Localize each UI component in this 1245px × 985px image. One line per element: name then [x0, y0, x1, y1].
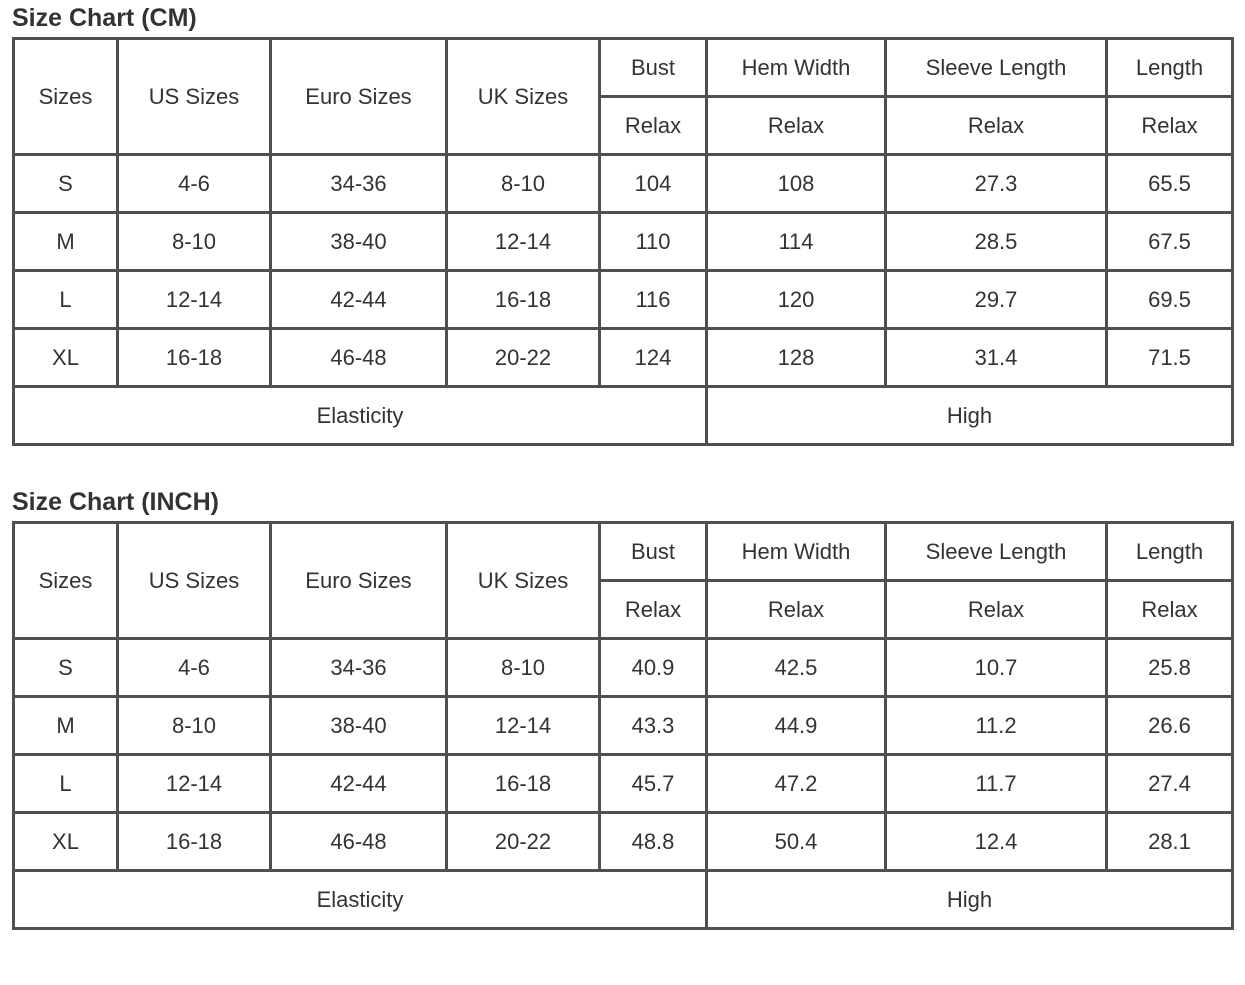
cell-hem-width: 44.9	[707, 697, 886, 755]
cell-length: 26.6	[1107, 697, 1233, 755]
cell-euro-size: 34-36	[271, 155, 447, 213]
subheader-hem-relax: Relax	[707, 97, 886, 155]
cell-size: M	[14, 697, 118, 755]
cell-length: 27.4	[1107, 755, 1233, 813]
cell-sleeve-length: 29.7	[886, 271, 1107, 329]
cell-uk-size: 16-18	[447, 271, 600, 329]
cell-euro-size: 42-44	[271, 271, 447, 329]
header-hem-width: Hem Width	[707, 523, 886, 581]
cell-euro-size: 38-40	[271, 697, 447, 755]
cell-length: 28.1	[1107, 813, 1233, 871]
header-bust: Bust	[600, 39, 707, 97]
cell-uk-size: 16-18	[447, 755, 600, 813]
cell-hem-width: 42.5	[707, 639, 886, 697]
cell-euro-size: 46-48	[271, 329, 447, 387]
cell-uk-size: 12-14	[447, 213, 600, 271]
cell-hem-width: 47.2	[707, 755, 886, 813]
elasticity-value: High	[707, 387, 1233, 445]
cell-sleeve-length: 31.4	[886, 329, 1107, 387]
cell-euro-size: 38-40	[271, 213, 447, 271]
cell-euro-size: 46-48	[271, 813, 447, 871]
cell-us-size: 12-14	[118, 755, 271, 813]
cell-hem-width: 50.4	[707, 813, 886, 871]
cell-bust: 104	[600, 155, 707, 213]
cell-sleeve-length: 11.7	[886, 755, 1107, 813]
cell-us-size: 12-14	[118, 271, 271, 329]
cell-size: L	[14, 755, 118, 813]
cell-us-size: 8-10	[118, 213, 271, 271]
subheader-length-relax: Relax	[1107, 581, 1233, 639]
cell-euro-size: 34-36	[271, 639, 447, 697]
header-bust: Bust	[600, 523, 707, 581]
header-length: Length	[1107, 523, 1233, 581]
cell-us-size: 16-18	[118, 813, 271, 871]
cell-uk-size: 20-22	[447, 329, 600, 387]
table-row	[14, 813, 1233, 871]
subheader-sleeve-relax: Relax	[886, 581, 1107, 639]
elasticity-row	[14, 871, 1233, 929]
cell-size: XL	[14, 813, 118, 871]
cell-uk-size: 8-10	[447, 155, 600, 213]
cell-size: S	[14, 639, 118, 697]
cell-euro-size: 42-44	[271, 755, 447, 813]
cell-size: S	[14, 155, 118, 213]
subheader-sleeve-relax: Relax	[886, 97, 1107, 155]
cell-size: L	[14, 271, 118, 329]
subheader-bust-relax: Relax	[600, 581, 707, 639]
header-sleeve-length: Sleeve Length	[886, 39, 1107, 97]
size-chart-cm-table	[12, 37, 1234, 446]
cell-uk-size: 12-14	[447, 697, 600, 755]
header-row	[14, 39, 1233, 97]
table-row	[14, 329, 1233, 387]
cell-length: 65.5	[1107, 155, 1233, 213]
cell-bust: 40.9	[600, 639, 707, 697]
header-uk-sizes: UK Sizes	[447, 523, 600, 639]
cell-length: 69.5	[1107, 271, 1233, 329]
header-euro-sizes: Euro Sizes	[271, 39, 447, 155]
cell-size: XL	[14, 329, 118, 387]
subheader-length-relax: Relax	[1107, 97, 1233, 155]
table-row	[14, 639, 1233, 697]
header-euro-sizes: Euro Sizes	[271, 523, 447, 639]
header-us-sizes: US Sizes	[118, 523, 271, 639]
header-hem-width: Hem Width	[707, 39, 886, 97]
cell-hem-width: 128	[707, 329, 886, 387]
table-row	[14, 155, 1233, 213]
elasticity-label: Elasticity	[14, 871, 707, 929]
cell-sleeve-length: 11.2	[886, 697, 1107, 755]
header-us-sizes: US Sizes	[118, 39, 271, 155]
cell-sleeve-length: 28.5	[886, 213, 1107, 271]
header-sizes: Sizes	[14, 39, 118, 155]
cell-us-size: 8-10	[118, 697, 271, 755]
header-sleeve-length: Sleeve Length	[886, 523, 1107, 581]
header-uk-sizes: UK Sizes	[447, 39, 600, 155]
cell-bust: 45.7	[600, 755, 707, 813]
cell-size: M	[14, 213, 118, 271]
cell-length: 71.5	[1107, 329, 1233, 387]
cell-bust: 48.8	[600, 813, 707, 871]
elasticity-value: High	[707, 871, 1233, 929]
cell-bust: 43.3	[600, 697, 707, 755]
cell-hem-width: 120	[707, 271, 886, 329]
size-chart-inch-title: Size Chart (INCH)	[12, 488, 219, 516]
table-row	[14, 755, 1233, 813]
cell-bust: 124	[600, 329, 707, 387]
cell-uk-size: 8-10	[447, 639, 600, 697]
cell-sleeve-length: 12.4	[886, 813, 1107, 871]
cell-sleeve-length: 27.3	[886, 155, 1107, 213]
header-length: Length	[1107, 39, 1233, 97]
header-row	[14, 523, 1233, 581]
cell-uk-size: 20-22	[447, 813, 600, 871]
elasticity-label: Elasticity	[14, 387, 707, 445]
cell-us-size: 16-18	[118, 329, 271, 387]
elasticity-row	[14, 387, 1233, 445]
cell-length: 25.8	[1107, 639, 1233, 697]
cell-hem-width: 108	[707, 155, 886, 213]
table-row	[14, 213, 1233, 271]
cell-bust: 110	[600, 213, 707, 271]
size-chart-inch-table	[12, 521, 1234, 930]
size-chart-cm-title: Size Chart (CM)	[12, 4, 197, 32]
cell-bust: 116	[600, 271, 707, 329]
table-row	[14, 697, 1233, 755]
cell-hem-width: 114	[707, 213, 886, 271]
cell-us-size: 4-6	[118, 155, 271, 213]
subheader-hem-relax: Relax	[707, 581, 886, 639]
cell-us-size: 4-6	[118, 639, 271, 697]
header-sizes: Sizes	[14, 523, 118, 639]
table-row	[14, 271, 1233, 329]
subheader-bust-relax: Relax	[600, 97, 707, 155]
cell-length: 67.5	[1107, 213, 1233, 271]
cell-sleeve-length: 10.7	[886, 639, 1107, 697]
